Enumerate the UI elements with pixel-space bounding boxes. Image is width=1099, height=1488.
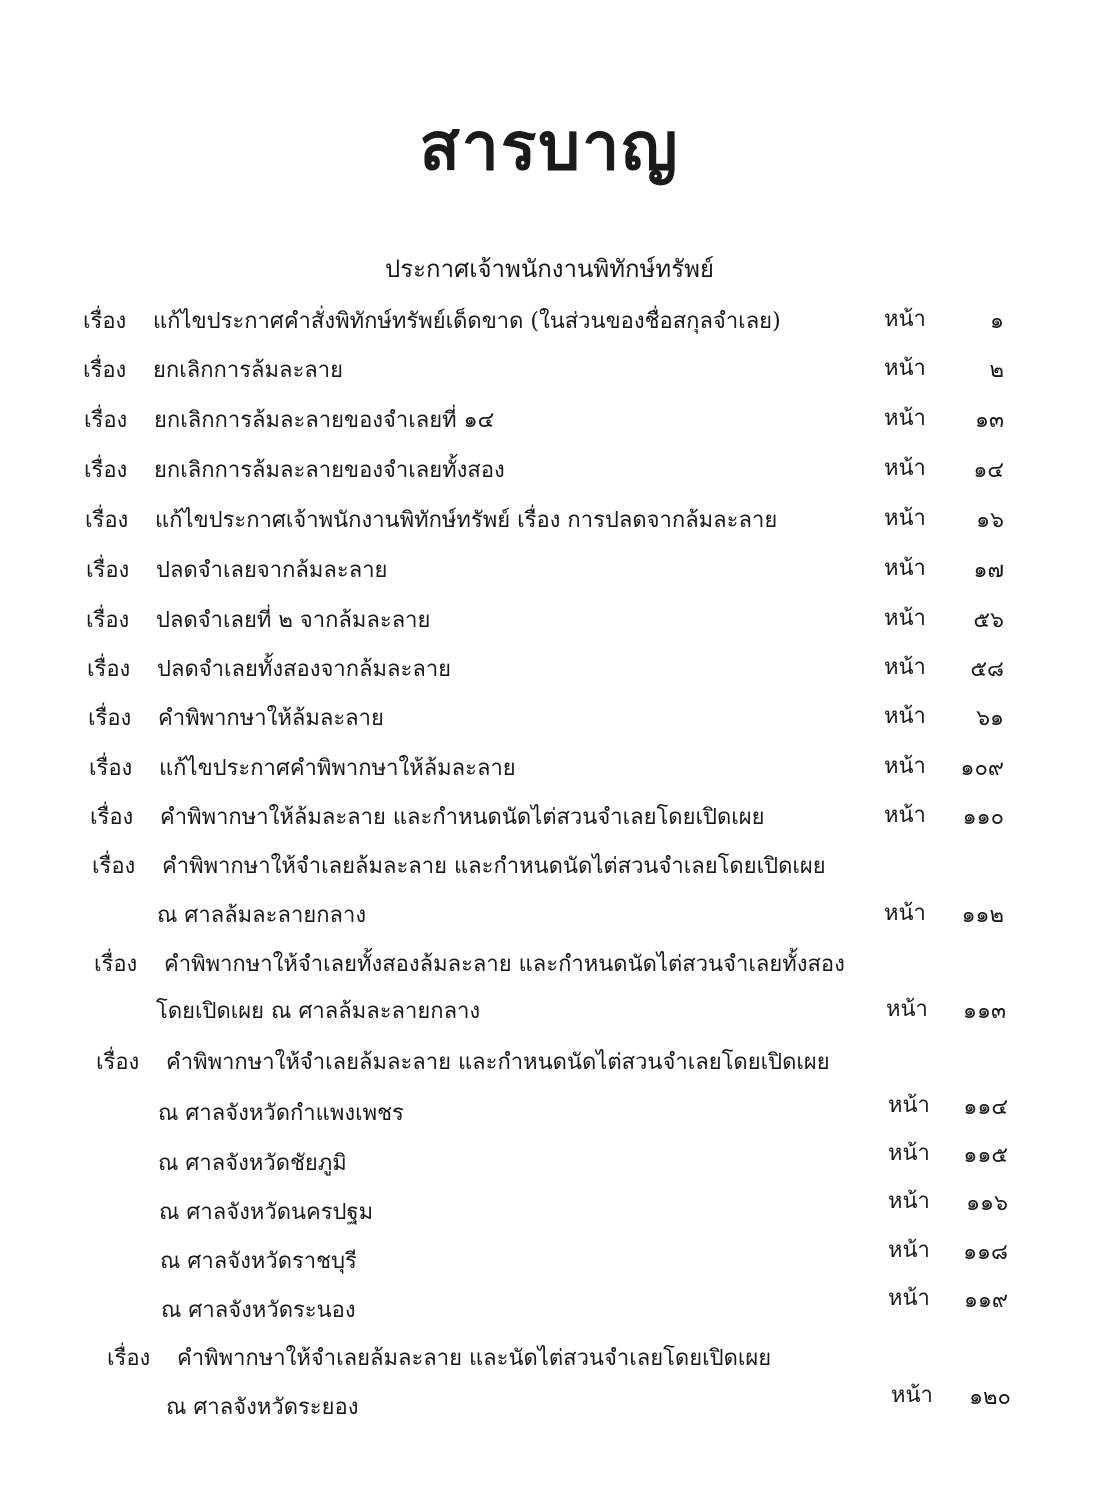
toc-page-label: หน้า xyxy=(884,307,926,332)
section-heading: ประกาศเจ้าพนักงานพิทักษ์ทรัพย์ xyxy=(385,255,714,283)
toc-keyword: เรื่อง xyxy=(83,358,127,383)
toc-page-number: ๖๑ xyxy=(976,706,1004,731)
toc-entry-text: แก้ไขประกาศเจ้าพนักงานพิทักษ์ทรัพย์ เรื่อง การปลดจากล้มละลาย xyxy=(155,508,778,533)
toc-entry xyxy=(107,1341,771,1377)
toc-keyword: เรื่อง xyxy=(83,309,127,334)
toc-entry-text: ปลดจำเลยทั้งสองจากล้มละลาย xyxy=(157,657,452,682)
toc-keyword: เรื่อง xyxy=(87,657,131,682)
toc-entry xyxy=(89,751,516,787)
toc-page-number: ๑๑๖ xyxy=(966,1191,1008,1216)
toc-entry xyxy=(84,403,494,439)
toc-keyword: เรื่อง xyxy=(86,608,130,633)
toc-page-label: หน้า xyxy=(884,655,926,680)
toc-page-number: ๑๗ xyxy=(973,558,1004,583)
toc-keyword: เรื่อง xyxy=(96,1050,140,1075)
toc-page-number: ๑๑๘ xyxy=(963,1240,1008,1265)
toc-entry-text: คำพิพากษาให้จำเลยล้มละลาย และกำหนดนัดไต่สวนจำเลยโดยเปิดเผย xyxy=(162,854,826,879)
toc-keyword: เรื่อง xyxy=(94,952,138,977)
toc-keyword: เรื่อง xyxy=(88,706,132,731)
toc-entry-continuation: ณ ศาลล้มละลายกลาง xyxy=(157,903,367,928)
toc-entry-text: คำพิพากษาให้ล้มละลาย xyxy=(158,706,384,731)
toc-entry xyxy=(92,849,826,885)
toc-page-number: ๕๘ xyxy=(970,657,1004,682)
toc-page-label: หน้า xyxy=(884,556,926,581)
toc-entry-continuation: ณ ศาลจังหวัดนครปฐม xyxy=(159,1200,374,1225)
toc-entry-continuation: ณ ศาลจังหวัดชัยภูมิ xyxy=(158,1151,347,1176)
toc-page-label: หน้า xyxy=(884,506,926,531)
toc-page-label: หน้า xyxy=(884,606,926,631)
toc-page-label: หน้า xyxy=(884,456,926,481)
toc-entry xyxy=(86,553,387,589)
toc-entry xyxy=(96,1045,830,1081)
toc-page-label: หน้า xyxy=(888,1238,930,1263)
toc-entry xyxy=(85,503,777,539)
toc-keyword: เรื่อง xyxy=(92,854,136,879)
toc-entry xyxy=(86,603,430,639)
toc-page-label: หน้า xyxy=(884,754,926,779)
toc-entry-continuation: โดยเปิดเผย ณ ศาลล้มละลายกลาง xyxy=(156,999,481,1024)
toc-page-label: หน้า xyxy=(884,356,926,381)
toc-page-label: หน้า xyxy=(888,1141,930,1166)
toc-page-number: ๑๑๙ xyxy=(963,1288,1008,1313)
toc-entry-text: คำพิพากษาให้ล้มละลาย และกำหนดนัดไต่สวนจำเลยโดยเปิดเผย xyxy=(160,805,765,830)
toc-entry-text: ปลดจำเลยที่ ๒ จากล้มละลาย xyxy=(156,608,431,633)
toc-page-number: ๑๑๕ xyxy=(963,1143,1008,1168)
toc-entry xyxy=(83,304,781,340)
toc-page-label: หน้า xyxy=(884,803,926,828)
toc-entry-text: ยกเลิกการล้มละลายของจำเลยที่ ๑๔ xyxy=(154,408,495,433)
toc-page-number: ๑๑๓ xyxy=(963,999,1006,1024)
toc-page-label: หน้า xyxy=(888,1093,930,1118)
toc-page-label: หน้า xyxy=(888,1189,930,1214)
toc-keyword: เรื่อง xyxy=(84,408,128,433)
toc-page-number: ๑๑๔ xyxy=(963,1095,1008,1120)
toc-entry xyxy=(87,652,451,688)
toc-entry-text: ยกเลิกการล้มละลาย xyxy=(153,358,344,383)
toc-page-number: ๕๖ xyxy=(973,608,1004,633)
toc-entry-text: แก้ไขประกาศคำพิพากษาให้ล้มละลาย xyxy=(159,756,516,781)
toc-entry-text: แก้ไขประกาศคำสั่งพิทักษ์ทรัพย์เด็ดขาด (ในส่วนของชื่อสกุลจำเลย) xyxy=(153,309,781,334)
toc-entry-text: คำพิพากษาให้จำเลยล้มละลาย และนัดไต่สวนจำเลยโดยเปิดเผย xyxy=(177,1346,772,1371)
toc-entry-continuation: ณ ศาลจังหวัดกำแพงเพชร xyxy=(158,1101,404,1126)
toc-page-label: หน้า xyxy=(884,901,926,926)
toc-entry xyxy=(90,800,765,836)
toc-page-label: หน้า xyxy=(888,1286,930,1311)
toc-entry-text: คำพิพากษาให้จำเลยล้มละลาย และกำหนดนัดไต่สวนจำเลยโดยเปิดเผย xyxy=(166,1050,830,1075)
toc-entry-continuation: ณ ศาลจังหวัดระนอง xyxy=(161,1298,356,1323)
toc-entry xyxy=(83,353,343,389)
toc-page-number: ๑๖ xyxy=(976,508,1004,533)
toc-page-number: ๑๐๙ xyxy=(960,756,1004,781)
toc-entry-text: ยกเลิกการล้มละลายของจำเลยทั้งสอง xyxy=(154,458,505,483)
toc-page-label: หน้า xyxy=(891,1383,933,1408)
toc-page-number: ๑ xyxy=(990,309,1004,334)
toc-entry xyxy=(88,701,384,737)
toc-keyword: เรื่อง xyxy=(90,805,134,830)
toc-page-number: ๑๒๐ xyxy=(969,1385,1011,1410)
toc-keyword: เรื่อง xyxy=(84,458,128,483)
toc-keyword: เรื่อง xyxy=(86,558,130,583)
toc-entry-text: คำพิพากษาให้จำเลยทั้งสองล้มละลาย และกำหนดนัดไต่สวนจำเลยทั้งสอง xyxy=(164,952,845,977)
toc-entry-text: ปลดจำเลยจากล้มละลาย xyxy=(156,558,388,583)
toc-keyword: เรื่อง xyxy=(89,756,133,781)
toc-entry-continuation: ณ ศาลจังหวัดระยอง xyxy=(166,1395,359,1420)
page-title: สารบาญ xyxy=(419,108,680,185)
toc-page-label: หน้า xyxy=(884,704,926,729)
toc-page-number: ๒ xyxy=(989,358,1004,383)
toc-page-label: หน้า xyxy=(886,997,928,1022)
toc-entry xyxy=(84,453,505,489)
toc-page-number: ๑๑๒ xyxy=(961,903,1004,928)
toc-page-number: ๑๔ xyxy=(973,458,1004,483)
toc-entry xyxy=(94,947,845,983)
toc-keyword: เรื่อง xyxy=(85,508,129,533)
toc-page-number: ๑๑๐ xyxy=(962,805,1004,830)
toc-entry-continuation: ณ ศาลจังหวัดราชบุรี xyxy=(160,1249,357,1274)
toc-page-number: ๑๓ xyxy=(974,408,1004,433)
toc-keyword: เรื่อง xyxy=(107,1346,151,1371)
toc-page-label: หน้า xyxy=(884,406,926,431)
